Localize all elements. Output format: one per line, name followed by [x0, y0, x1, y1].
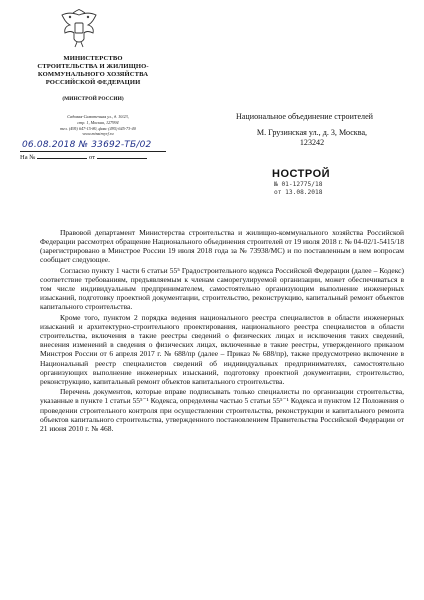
coat-of-arms-icon — [56, 9, 102, 49]
ministry-name: МИНИСТЕРСТВО СТРОИТЕЛЬСТВА И ЖИЛИЩНО- КОММУНАЛЬНОГО ХОЗЯЙСТВА РОССИЙСКОЙ ФЕДЕРАЦИИ — [37, 55, 149, 86]
letter-body — [40, 228, 404, 434]
body-paragraph-1: Правовой департамент Министерства строительства и жилищно-коммунального хозяйства Российской Федерации рассмотрел обращение Национального объединения строителей от 19 июля 2018 г. № 04-02/1-5415/18 (зарегистрировано в Минстрое России 19 июля 2018 года за № 73938/МС) и по поставленным в нем вопросам сообщает следующее. — [40, 228, 404, 265]
recipient-address: М. Грузинская ул., д. 3, Москва, 123242 — [256, 128, 368, 147]
incoming-stamp-title: НОСТРОЙ — [272, 168, 331, 180]
ministry-address: Садовая-Самотечная ул., д. 10/23, стр. 1, Москва, 127994 тел. (495) 647-15-80, факс (495) 645-73-40 www.minstroyrf.ru — [60, 114, 136, 137]
incoming-stamp-number: № 01-12775/18 — [274, 181, 323, 188]
body-paragraph-2: Согласно пункту 1 части 6 статьи 55⁵ Градостроительного кодекса Российской Федерации (далее – Кодекс) соответствие требованиям, предъявляемым к членам саморегулируемой организации, может обеспечиваться в том числе индивидуальным предпринимателем, самостоятельно организующим выполнение инженерных изысканий, подготовку проектной документации, строительство, реконструкцию, капитальный ремонт объектов капитального строительства. — [40, 265, 404, 312]
body-paragraph-3: Кроме того, пунктом 2 порядка ведения национального реестра специалистов в области инженерных изысканий и архитектурно-строительного проектирования, национального реестра специалистов в области строительства, включения в такие реестры сведений о физических лицах и исключения таких сведений, внесения изменений в сведения о физических лицах, включенные в такие реестры, утвержденного приказом Минстроя России от 6 апреля 2017 г. № 688/пр (далее – Приказ № 688/пр), также предусмотрено включение в Национальный реестр специалистов сведений об индивидуальных предпринимателях, самостоятельно организующих выполнение инженерных изысканий, подготовку проектной документации, строительство, реконструкцию, капитальный ремонт объектов капитального строительства. — [40, 313, 404, 386]
reference-date-blank — [97, 158, 147, 159]
body-paragraph-4: Перечень документов, которые вправе подписывать только специалисты по организации строительства, указанные в пункте 1 статьи 55⁵⁻¹ Кодекса, определены частью 5 статьи 55⁵⁻¹ Кодекса и пунктом 12 Положения о проведении строительного контроля при осуществлении строительства, реконструкции и капитального ремонта объектов капитального строительства, утвержденного постановлением Правительства Российской Федерации от 21 июня 2010 г. № 468. — [40, 387, 404, 433]
registration-underline — [20, 151, 166, 152]
recipient-name: Национальное объединение строителей — [236, 112, 373, 121]
incoming-stamp-date: от 13.08.2018 — [274, 188, 323, 196]
incoming-stamp-details — [274, 181, 322, 197]
reference-blank — [37, 158, 87, 159]
reference-line — [20, 154, 147, 161]
reference-from-label: от — [89, 154, 96, 161]
ministry-abbreviation: (МИНСТРОЙ РОССИИ) — [62, 96, 124, 102]
reference-label: На № — [20, 154, 36, 161]
handwritten-registration: 06.08.2018 № 33692-ТБ/02 — [22, 140, 152, 150]
